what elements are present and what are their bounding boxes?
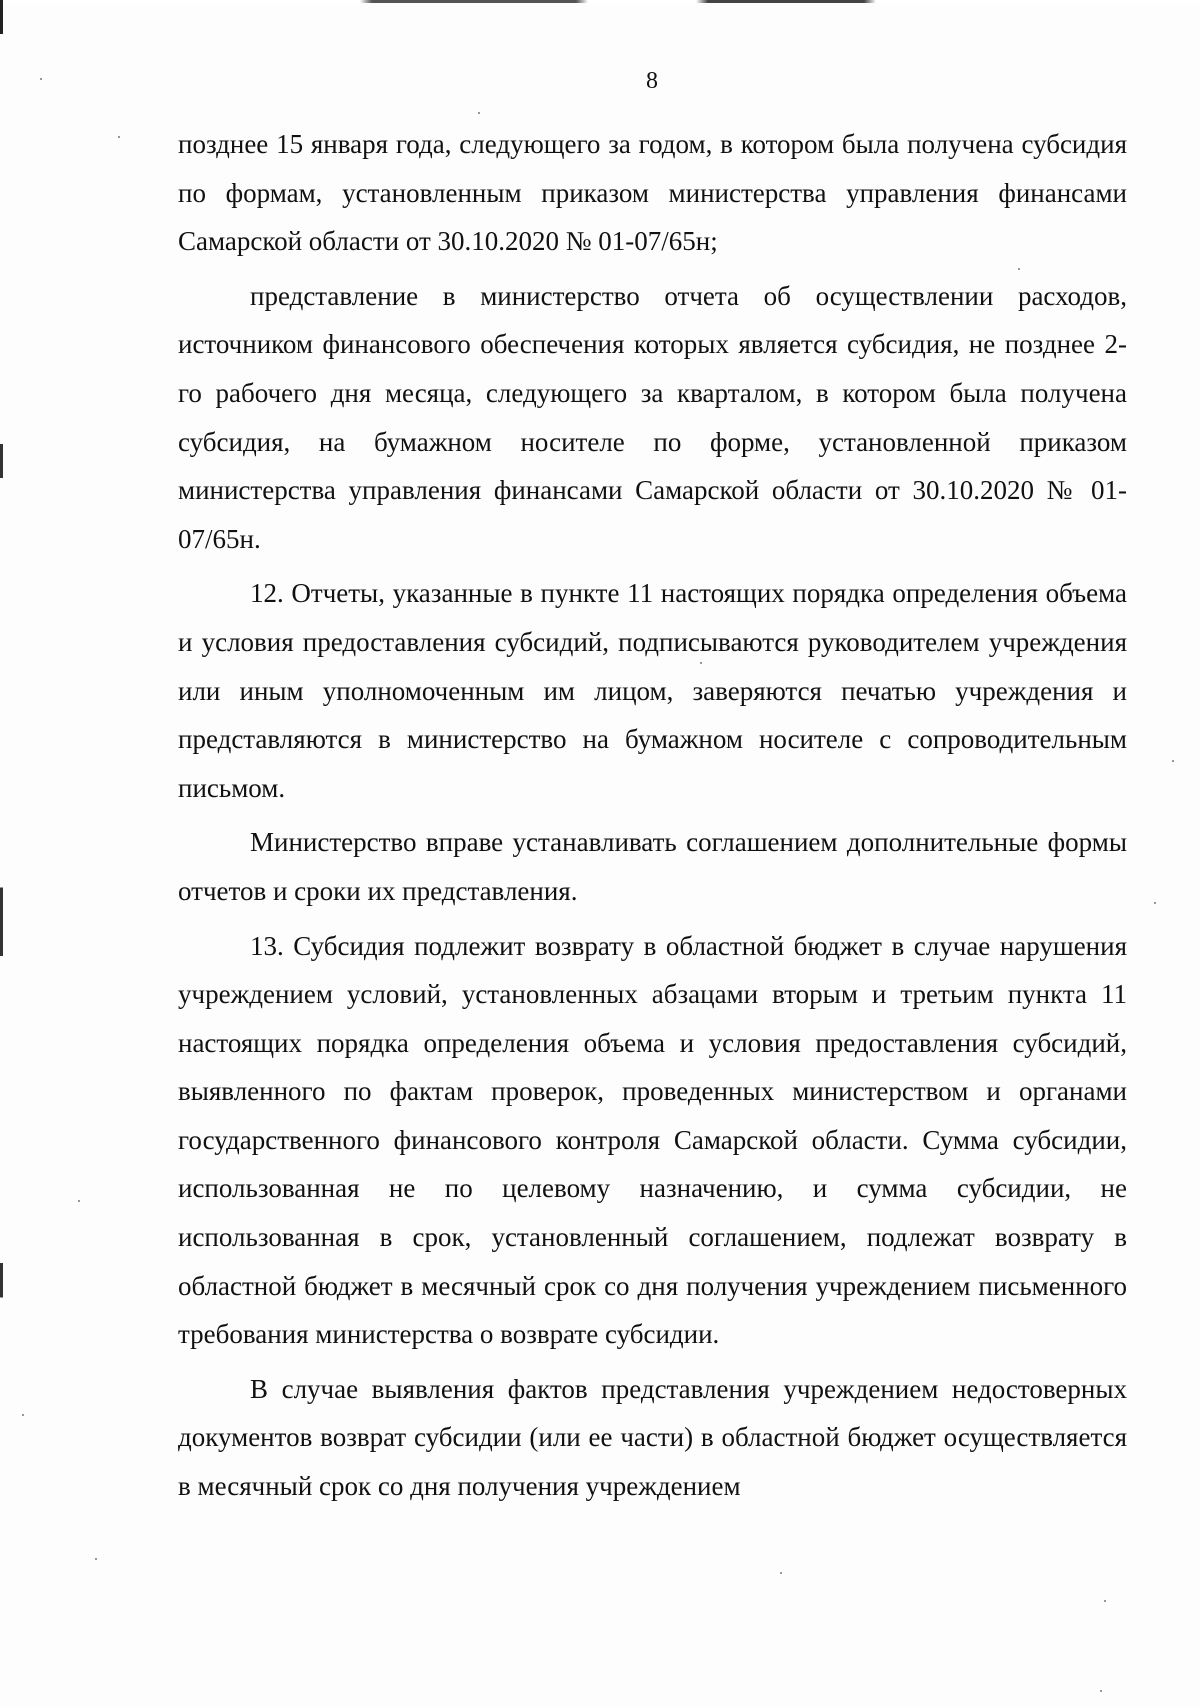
document-body xyxy=(178,120,1127,1511)
paragraph-additional-forms: Министерство вправе устанавливать соглашением дополнительные формы отчетов и сроки их представления. xyxy=(178,827,1127,906)
scan-speck xyxy=(118,136,120,138)
scan-speck xyxy=(1104,1600,1106,1602)
scan-speck xyxy=(1172,760,1174,762)
scan-speck xyxy=(22,1414,24,1416)
scan-edge-top xyxy=(0,0,1200,3)
paragraph-deadline-january: позднее 15 января года, следующего за годом, в котором была получена субсидия по формам, установленным приказом министерства управления финансами Самарской области от 30.10.2020 № 01-07/65н; xyxy=(178,129,1127,257)
scan-speck xyxy=(40,78,42,80)
scan-speck xyxy=(478,112,480,114)
scan-speck xyxy=(1154,902,1156,904)
paragraph-expense-report: представление в министерство отчета об осуществлении расходов, источником финансового обеспечения которых является субсидия, не позднее 2-го рабочего дня месяца, следующего за кварталом, в котором была получена субсидия, на бумажном носителе по форме, установленной приказом министерства управления финансами Самарской области от 30.10.2020 № 01-07/65н. xyxy=(178,280,1127,554)
scan-speck xyxy=(1100,1690,1102,1692)
scan-speck xyxy=(780,1572,782,1574)
paragraph-item-12: 12. Отчеты, указанные в пункте 11 настоящих порядка определения объема и условия предоставления субсидий, подписываются руководителем учреждения или иным уполномоченным им лицом, заверяются печатью учреждения и представляются в министерство на бумажном носителе с сопроводительным письмом. xyxy=(178,578,1127,803)
scan-edge-left xyxy=(0,0,3,1707)
scan-speck xyxy=(78,1200,80,1202)
scan-speck xyxy=(1018,268,1020,270)
paragraph-false-documents: В случае выявления фактов представления учреждением недостоверных документов возврат субсидии (или ее части) в областной бюджет осуществляется в месячный срок со дня получения учреждением xyxy=(178,1373,1127,1502)
scan-speck xyxy=(95,1558,97,1560)
scan-speck xyxy=(700,662,702,664)
page-number: 8 xyxy=(646,68,658,94)
paragraph-item-13: 13. Субсидия подлежит возврату в областной бюджет в случае нарушения учреждением условий, установленных абзацами вторым и третьим пункта 11 настоящих порядка определения объема и условия предоставления субсидий, выявленного по фактам проверок, проведенных министерством и органами государственного финансового контроля Самарской области. Сумма субсидии, использованная не по целевому назначению, и сумма субсидии, не использованная в срок, установленный соглашением, подлежат возврату в областной бюджет в месячный срок со дня получения учреждением письменного требования министерства о возврате субсидии. xyxy=(178,930,1127,1350)
